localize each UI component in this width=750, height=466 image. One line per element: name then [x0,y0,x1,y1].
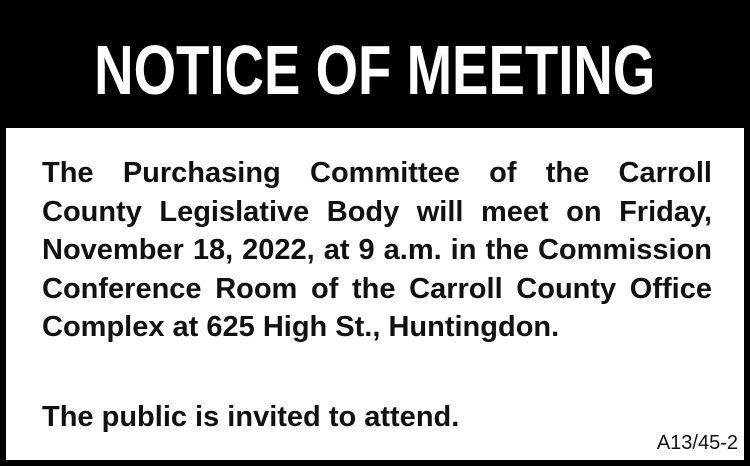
notice-title: NOTICE OF MEETING [94,31,656,109]
notice-body: The Purchasing Committee of the Carroll County Legislative Body will meet on Friday, November 18, 2022, at 9 a.m. in the Commission Conference Room of the Carroll County Office Complex at 625 High St., Huntingdon. [42,157,712,343]
notice-header [6,6,744,128]
notice-closing: The public is invited to attend. [42,401,460,433]
reference-code: A13/45-2 [656,432,738,454]
